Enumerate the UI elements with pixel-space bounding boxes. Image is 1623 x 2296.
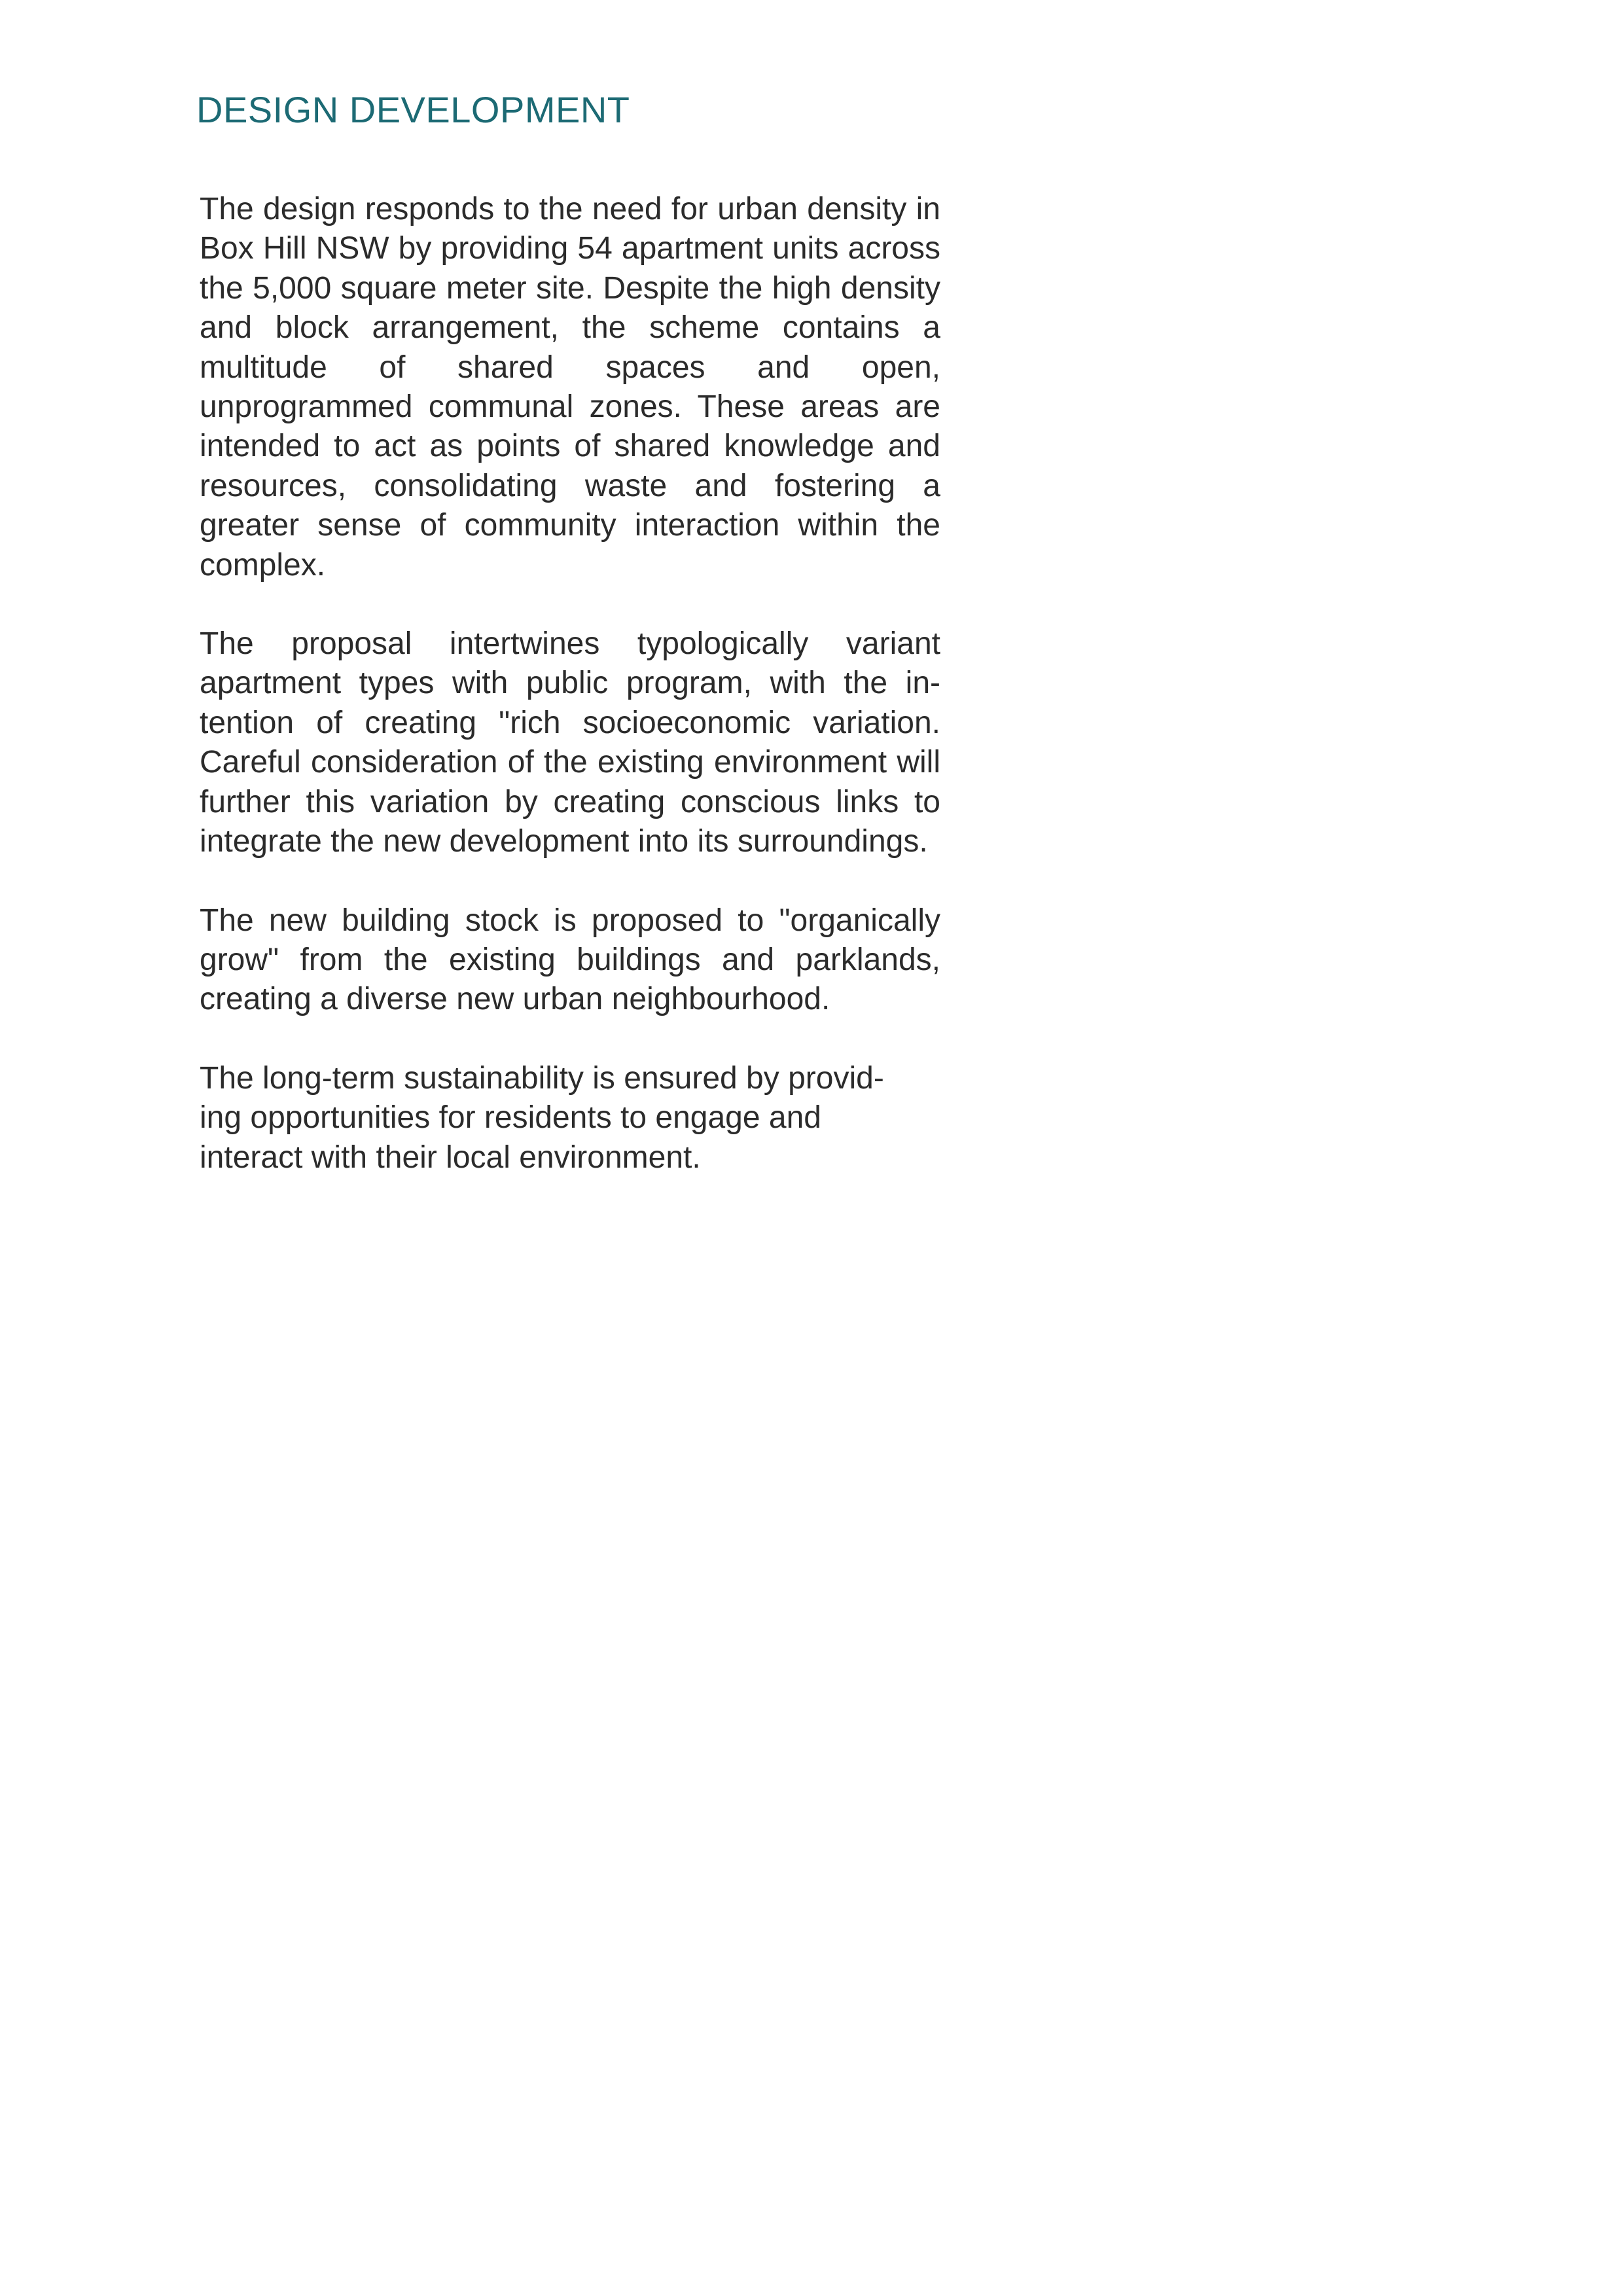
paragraph-intro: The design responds to the need for urban density in Box Hill NSW by providing 54 apartment units across the 5,000 square meter site. Despite the high density and block arrangement, the scheme contains a multitude of shared spaces and open, unprogrammed communal zones. These areas are intended to act as points of shared knowledge and resources, consolidating waste and fostering a greater sense of community interaction within the complex. xyxy=(200,192,940,583)
paragraph-proposal: The proposal intertwines typologically variant apartment types with public program, with the intention of creating "rich socioeconomic variation. Careful consideration of the existing environment will further this variation by creating conscious links to integrate the new development into its surroundings. xyxy=(200,626,940,859)
page-title: DESIGN DEVELOPMENT xyxy=(196,89,630,130)
paragraph-sustainability: The long-term sustainability is ensured by providing opportunities for residents to engage and interact with their local environment. xyxy=(200,1060,884,1175)
body-text xyxy=(200,190,940,1217)
paragraph-building-stock: The new building stock is proposed to "organically grow" from the existing buildings and parklands, creating a diverse new urban neighbourhood. xyxy=(200,903,940,1017)
